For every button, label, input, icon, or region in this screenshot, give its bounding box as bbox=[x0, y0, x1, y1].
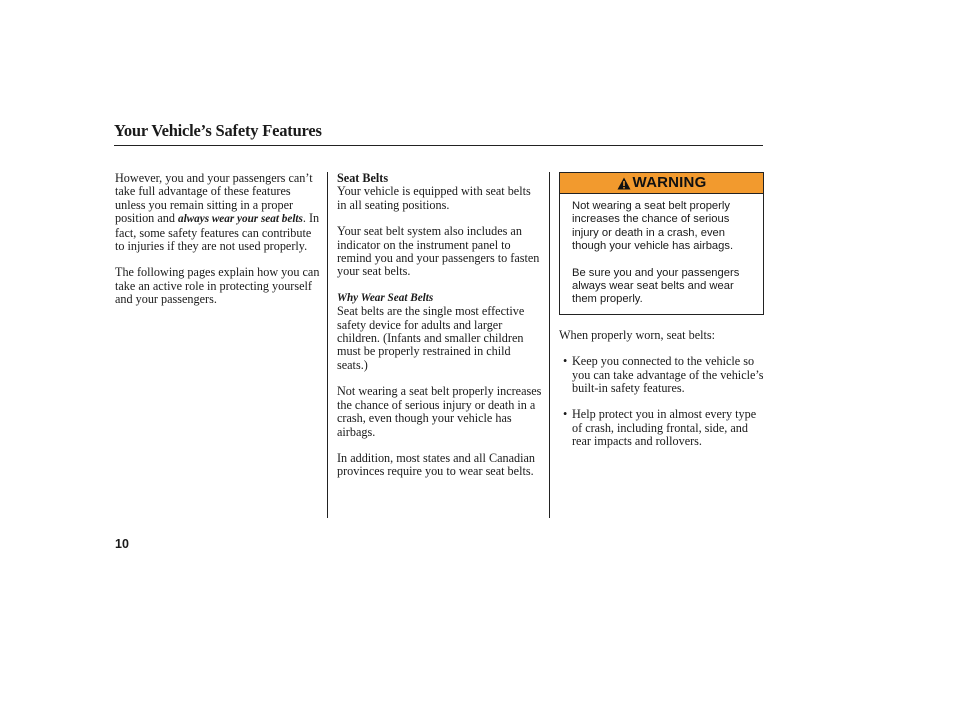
page-number: 10 bbox=[115, 537, 129, 551]
intro-paragraph bbox=[115, 172, 321, 253]
subsection-heading-why-wear: Why Wear Seat Belts bbox=[337, 291, 434, 304]
warning-paragraph-2: Be sure you and your passengers always wear seat belts and wear them properly. bbox=[572, 266, 740, 306]
warning-label: WARNING bbox=[632, 174, 707, 192]
benefits-list bbox=[559, 355, 765, 448]
section-heading-seat-belts: Seat Belts bbox=[337, 171, 389, 185]
list-item: • Help protect you in almost every type of crash, including frontal, side, and rear impacts and rollovers. bbox=[559, 408, 765, 448]
intro-text-after: . In fact, some safety features can contribute to injuries if they are not used properly. bbox=[115, 211, 320, 254]
not-wearing-paragraph: Not wearing a seat belt properly increases the chance of serious injury or death in a crash, even though your vehicle has airbags. bbox=[337, 384, 542, 439]
intro-text-before: However, you and your passengers can’t take full advantage of these features unless you remain sitting in a proper position and bbox=[115, 171, 313, 226]
effective-device-paragraph: Seat belts are the single most effective safety device for adults and larger children. (Infants and smaller children must be properly restrained in child seats.) bbox=[337, 304, 525, 372]
warning-body bbox=[560, 194, 763, 314]
column-1 bbox=[115, 172, 321, 320]
column-2 bbox=[337, 172, 542, 492]
warning-paragraph-1: Not wearing a seat belt properly increases the chance of serious injury or death in a crash, even though your vehicle has airbags. bbox=[572, 200, 734, 253]
always-wear-emphasis: always wear your seat belts bbox=[177, 213, 303, 226]
page-title: Your Vehicle’s Safety Features bbox=[114, 121, 322, 140]
column-divider-1 bbox=[327, 172, 328, 518]
properly-worn-intro: When properly worn, seat belts: bbox=[559, 327, 716, 342]
legal-requirement-paragraph: In addition, most states and all Canadian provinces require you to wear seat belts. bbox=[337, 450, 536, 479]
equipped-paragraph: Your vehicle is equipped with seat belts in all seating positions. bbox=[337, 184, 531, 212]
title-divider bbox=[114, 145, 763, 146]
list-item: • Keep you connected to the vehicle so you can take advantage of the vehicle’s built-in safety features. bbox=[559, 355, 765, 395]
warning-header bbox=[560, 173, 763, 194]
warning-triangle-icon bbox=[617, 177, 631, 190]
column-divider-2 bbox=[549, 172, 550, 518]
warning-box bbox=[559, 172, 764, 315]
column-3 bbox=[559, 172, 765, 462]
following-pages-paragraph: The following pages explain how you can take an active role in protecting yourself and your passengers. bbox=[115, 265, 320, 307]
indicator-paragraph: Your seat belt system also includes an indicator on the instrument panel to remind you and your passengers to fasten your seat belts. bbox=[337, 224, 540, 279]
